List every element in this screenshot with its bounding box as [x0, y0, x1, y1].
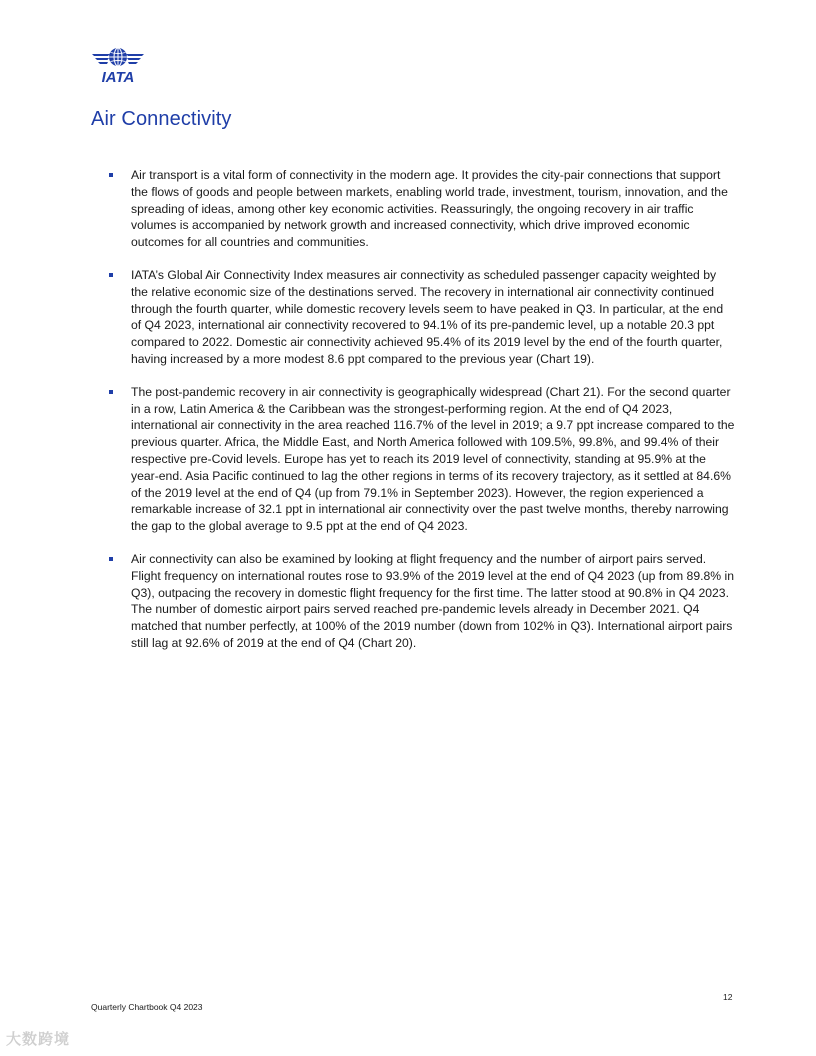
bullet-square-icon	[109, 390, 113, 394]
bullet-text: Air transport is a vital form of connectivity in the modern age. It provides the city-pair connections that support the flows of goods and people between markets, enabling world trade, investment, tourism, innovation, and the spreading of ideas, among other key economic activities. Reassuringly, the ongoing recovery in air traffic volumes is accompanied by network growth and increased connectivity, which drive improved economic outcomes for all countries and communities.	[131, 168, 728, 250]
bullet-text: Air connectivity can also be examined by looking at flight frequency and the number of airport pairs served. Flight frequency on international routes rose to 93.9% of the 2019 level at the end of Q4 2023 (up from 89.8% in Q3), outpacing the recovery in domestic flight frequency for the first time. The latter stood at 90.8% in Q4 2023. The number of domestic airport pairs served reached pre-pandemic levels already in December 2021. Q4 matched that number perfectly, at 100% of the 2019 number (down from 102% in Q3). International airport pairs still lag at 92.6% of 2019 at the end of Q4 (Chart 20).	[131, 551, 734, 650]
bullet-item	[108, 267, 736, 368]
bullet-square-icon	[109, 173, 113, 177]
watermark: 大数跨境	[6, 1031, 71, 1048]
bullet-text: IATA’s Global Air Connectivity Index measures air connectivity as scheduled passenger capacity weighted by the relative economic size of the destinations served. The recovery in international air connectivity continued through the fourth quarter, while domestic recovery levels seem to have peaked in Q3. In particular, at the end of Q4 2023, international air connectivity recovered to 94.1% of its pre-pandemic level, up a notable 20.3 ppt compared to 2022. Domestic air connectivity achieved 95.4% of its 2019 level by the end of the fourth quarter, having increased by a more modest 8.6 ppt compared to the previous year (Chart 19).	[131, 267, 724, 366]
globe-wings-icon	[90, 46, 146, 86]
bullet-item	[108, 551, 736, 652]
iata-logo	[90, 46, 146, 86]
bullet-text: The post-pandemic recovery in air connectivity is geographically widespread (Chart 21). For the second quarter in a row, Latin America & the Caribbean was the strongest-performing region. At the end of Q4 2023, international air connectivity in the area reached 116.7% of the level in 2019; a 9.7 ppt increase compared to the previous quarter. Africa, the Middle East, and North America followed with 109.5%, 99.8%, and 99.4% of their respective pre-Covid levels. Europe has yet to reach its 2019 level of connectivity, standing at 95.9% at the year-end. Asia Pacific continued to lag the other regions in terms of its recovery trajectory, as it settled at 84.6% of the 2019 level at the end of Q4 (up from 79.1% in September 2023). However, the region experienced a remarkable increase of 32.1 ppt in international air connectivity over the past twelve months, thereby narrowing the gap to the global average to 9.5 ppt at the end of Q4 2023.	[131, 384, 735, 534]
bullet-square-icon	[109, 557, 113, 561]
logo-wordmark: IATA	[101, 69, 135, 86]
page-number: 12	[723, 992, 733, 1002]
bullet-item	[108, 384, 736, 535]
page-title: Air Connectivity	[91, 108, 232, 130]
bullet-item	[108, 167, 736, 251]
bullet-list	[108, 167, 736, 668]
footer-publication: Quarterly Chartbook Q4 2023	[91, 1002, 203, 1012]
bullet-square-icon	[109, 273, 113, 277]
